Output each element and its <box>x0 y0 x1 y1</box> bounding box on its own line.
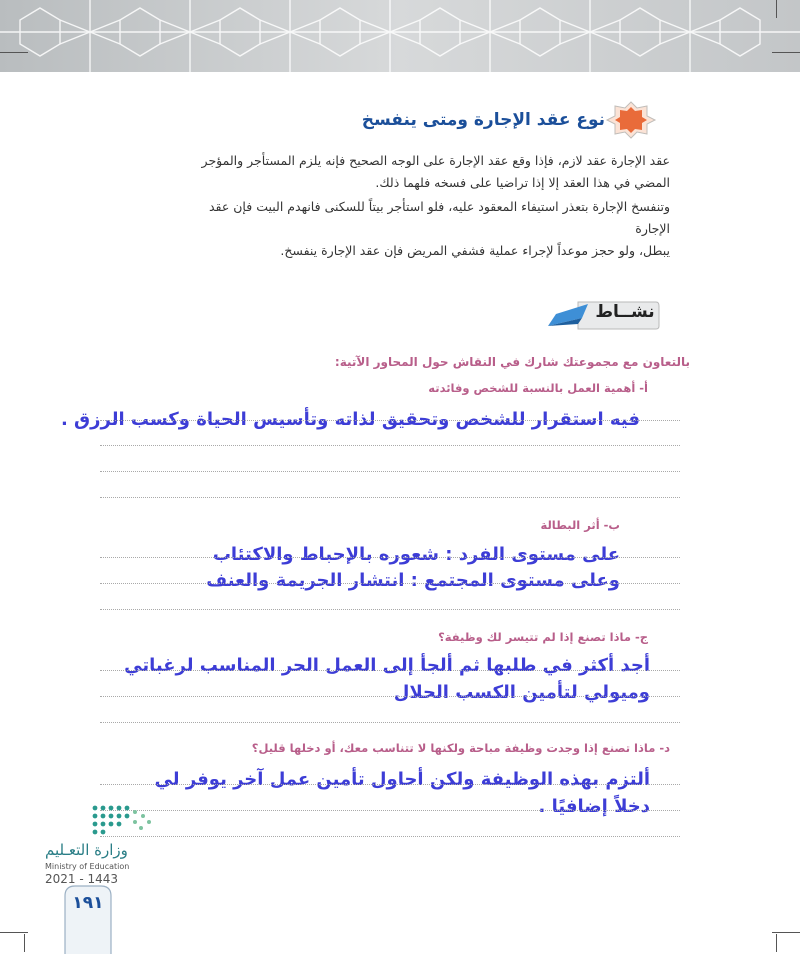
question-b-label: ب- أثر البطالة <box>540 518 620 532</box>
question-a-answer: فيه استقرار للشخص وتحقيق لذاته وتأسيس الحياة وكسب الرزق . <box>60 409 640 430</box>
paragraph-1 <box>200 150 670 194</box>
question-c-answer-line-2: وميولي لتأمين الكسب الحلال <box>393 682 650 703</box>
ministry-logo-icon <box>45 800 155 840</box>
answer-line <box>100 497 680 498</box>
question-b-answer-line-2: وعلى مستوى المجتمع : انتشار الجريمة والعنف <box>206 570 620 591</box>
question-d-answer-line-2: دخلاً إضافيًا . <box>538 796 650 817</box>
answer-line <box>100 670 680 671</box>
crop-mark <box>776 0 777 18</box>
answer-line <box>100 557 680 558</box>
answer-line <box>100 583 680 584</box>
paragraph-line: يبطل، ولو حجز موعداً لإجراء عملية فشفي المريض فإن عقد الإجارة ينفسخ. <box>280 243 670 258</box>
answer-line <box>100 445 680 446</box>
crop-mark <box>772 932 800 933</box>
ministry-name-en: Ministry of Education <box>45 862 130 871</box>
crop-mark <box>772 52 800 53</box>
question-c-answer-line-1: أجد أكثر في طلبها ثم ألجأ إلى العمل الحر المناسب لرغباتي <box>124 655 650 676</box>
answer-line <box>100 784 680 785</box>
decorative-banner <box>0 0 800 72</box>
answer-line <box>100 696 680 697</box>
edition-year: 2021 - 1443 <box>45 872 119 886</box>
paragraph-line: عقد الإجارة عقد لازم، فإذا وقع عقد الإجارة على الوجه الصحيح فإنه يلزم المستأجر والمؤجر <box>201 153 670 168</box>
activity-intro: بالتعاون مع مجموعتك شارك في النقاش حول المحاور الآتية: <box>334 355 690 369</box>
question-b-answer-line-1: على مستوى الفرد : شعوره بالإحباط والاكتئاب <box>212 544 620 565</box>
ministry-name-ar: وزارة التعـليم <box>45 841 128 859</box>
activity-label: نشــاط <box>595 302 655 322</box>
answer-line <box>100 722 680 723</box>
answer-line <box>100 836 680 837</box>
answer-line <box>100 471 680 472</box>
crop-mark <box>0 52 28 53</box>
question-a-label: أ- أهمية العمل بالنسبة للشخص وفائدته <box>428 381 648 395</box>
question-d-answer-line-1: ألتزم بهذه الوظيفة ولكن أحاول تأمين عمل آخر يوفر لي <box>154 769 650 790</box>
paragraph-line: وتنفسخ الإجارة بتعذر استيفاء المعقود عليه، فلو استأجر بيتاً للسكنى فانهدم البيت فإن عقد الإجارة <box>208 199 670 236</box>
star-badge-icon <box>605 100 657 140</box>
paragraph-line: المضي في هذا العقد إلا إذا تراضيا على فسخه فلهما ذلك. <box>375 175 670 190</box>
paragraph-2 <box>200 196 670 262</box>
question-d-label: د- ماذا تصنع إذا وجدت وظيفة مباحة ولكنها لا تتناسب معك، أو دخلها قليل؟ <box>251 741 670 755</box>
geometric-pattern-icon <box>0 0 800 72</box>
page-number: ١٩١ <box>72 893 104 913</box>
crop-mark <box>0 932 28 933</box>
crop-mark <box>24 934 25 952</box>
question-c-label: ج- ماذا تصنع إذا لم تتيسر لك وظيفة؟ <box>438 630 648 644</box>
answer-line <box>100 420 680 421</box>
crop-mark <box>776 934 777 952</box>
section-title: نوع عقد الإجارة ومتى ينفسخ <box>361 110 605 130</box>
answer-line <box>100 609 680 610</box>
answer-line <box>100 810 680 811</box>
